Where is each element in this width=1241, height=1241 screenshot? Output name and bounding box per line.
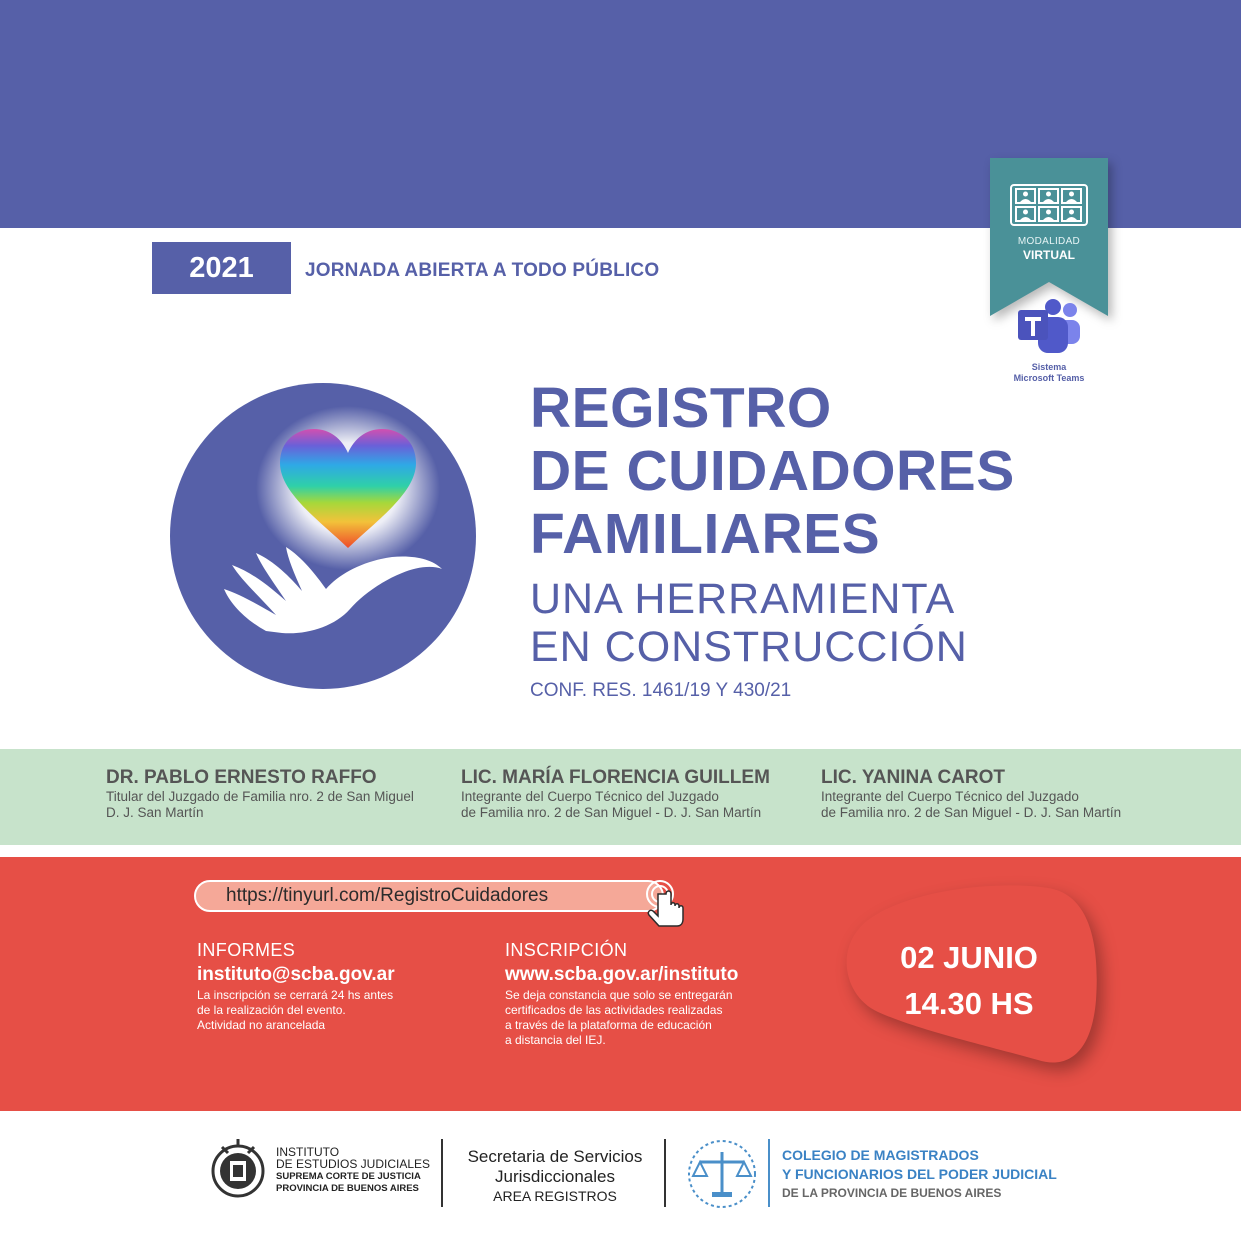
provincial-seal-icon: [208, 1135, 268, 1205]
footer-divider: [441, 1139, 443, 1207]
speaker-name: DR. PABLO ERNESTO RAFFO: [106, 767, 377, 788]
speaker-name: LIC. YANINA CAROT: [821, 767, 1006, 788]
inscripcion-section: [505, 940, 738, 1048]
title-line-1: REGISTRO: [530, 376, 832, 440]
informes-title: INFORMES: [197, 940, 296, 960]
informes-note: de la realización del evento.: [197, 1003, 346, 1017]
speaker-role: D. J. San Martín: [106, 805, 204, 820]
iej-logo-text: INSTITUTO DE ESTUDIOS JUDICIALES SUPREMA CORTE DE JUSTICIA PROVINCIA DE BUENOS AIRES: [276, 1145, 431, 1194]
speaker-2: [461, 767, 770, 821]
audience-tagline: JORNADA ABIERTA A TODO PÚBLICO: [305, 260, 660, 281]
title-line-3: FAMILIARES: [530, 502, 881, 566]
footer-divider: [768, 1139, 770, 1207]
inscripcion-note: a través de la plataforma de educación: [505, 1018, 712, 1032]
modality-label: MODALIDAD: [1017, 236, 1081, 247]
pointer-hand-icon: [640, 874, 696, 930]
secretaria-text: Secretaria de Servicios Jurisdiccionales AREA REGISTROS: [467, 1147, 643, 1204]
inscripcion-note: certificados de las actividades realizadas: [505, 1003, 723, 1017]
year-badge: 2021: [152, 242, 291, 294]
resolution-reference: CONF. RES. 1461/19 Y 430/21: [530, 680, 792, 701]
teams-caption: Sistema Microsoft Teams: [1013, 362, 1085, 383]
speaker-role: de Familia nro. 2 de San Miguel - D. J. San Martín: [461, 805, 762, 820]
inscripcion-title: INSCRIPCIÓN: [505, 940, 628, 960]
informes-note: La inscripción se cerrará 24 hs antes: [197, 988, 394, 1002]
speaker-role: Integrante del Cuerpo Técnico del Juzgado: [821, 789, 1079, 804]
heart-hand-emblem: [170, 383, 476, 689]
colegio-logo-text: COLEGIO DE MAGISTRADOS Y FUNCIONARIOS DEL PODER JUDICIAL DE LA PROVINCIA DE BUENOS AIRES: [782, 1147, 1057, 1200]
informes-section: [197, 940, 395, 1033]
event-date: 02 JUNIO: [900, 940, 1038, 975]
subtitle-line-1: UNA HERRAMIENTA: [530, 575, 956, 623]
speaker-role: Titular del Juzgado de Familia nro. 2 de San Miguel: [106, 789, 414, 804]
registration-link[interactable]: https://tinyurl.com/RegistroCuidadores: [194, 880, 664, 912]
speaker-name: LIC. MARÍA FLORENCIA GUILLEM: [461, 767, 770, 788]
inscripcion-note: Se deja constancia que solo se entregarán: [505, 988, 733, 1002]
inscripcion-note: a distancia del IEJ.: [505, 1033, 606, 1047]
subtitle-line-2: EN CONSTRUCCIÓN: [530, 623, 968, 671]
informes-note: Actividad no arancelada: [197, 1018, 326, 1032]
inscripcion-site[interactable]: www.scba.gov.ar/instituto: [505, 964, 739, 985]
microsoft-teams-icon: [1016, 298, 1082, 356]
title-line-2: DE CUIDADORES: [530, 439, 1015, 503]
modality-value: VIRTUAL: [1023, 248, 1075, 262]
speaker-role: de Familia nro. 2 de San Miguel - D. J. San Martín: [821, 805, 1122, 820]
speaker-1: [106, 767, 414, 821]
speaker-role: Integrante del Cuerpo Técnico del Juzgado: [461, 789, 719, 804]
event-time: 14.30 HS: [904, 986, 1034, 1021]
speaker-3: [821, 767, 1121, 821]
informes-email[interactable]: instituto@scba.gov.ar: [197, 964, 395, 985]
colegio-scales-icon: [684, 1138, 760, 1210]
footer-divider: [664, 1139, 666, 1207]
